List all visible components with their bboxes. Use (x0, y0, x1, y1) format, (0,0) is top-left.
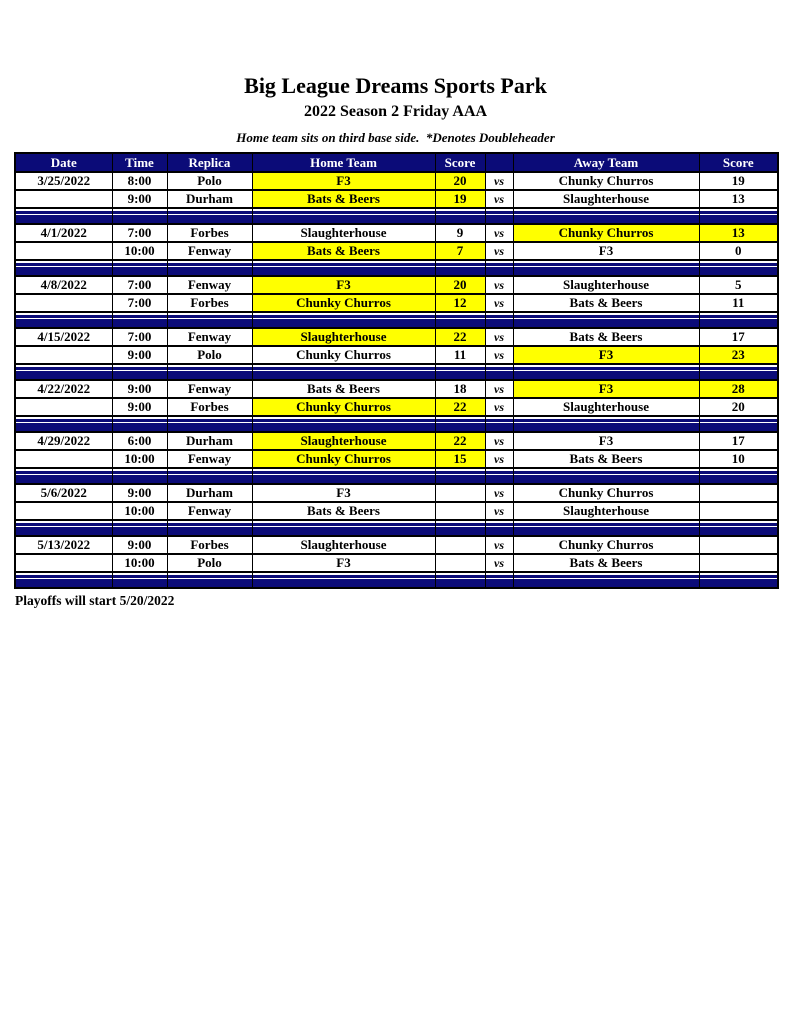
separator-row (15, 312, 778, 328)
cell-away-score: 17 (699, 432, 778, 450)
cell-away-team: Slaughterhouse (513, 190, 699, 208)
cell-time: 9:00 (112, 190, 167, 208)
separator-cell (112, 260, 167, 276)
cell-home-score: 12 (435, 294, 485, 312)
cell-time: 10:00 (112, 242, 167, 260)
cell-vs: vs (485, 398, 513, 416)
cell-away-team: F3 (513, 346, 699, 364)
separator-cell (167, 468, 252, 484)
game-row (15, 328, 778, 346)
cell-time: 7:00 (112, 224, 167, 242)
separator-cell (699, 572, 778, 588)
separator-cell (252, 312, 435, 328)
separator-cell (435, 260, 485, 276)
separator-cell (15, 208, 112, 224)
cell-replica: Forbes (167, 294, 252, 312)
cell-home-team: F3 (252, 276, 435, 294)
separator-cell (513, 208, 699, 224)
cell-home-score (435, 502, 485, 520)
cell-away-team: Chunky Churros (513, 172, 699, 190)
page-title: Big League Dreams Sports Park (244, 73, 547, 98)
cell-replica: Fenway (167, 502, 252, 520)
cell-replica: Forbes (167, 398, 252, 416)
separator-cell (112, 520, 167, 536)
page-subtitle: 2022 Season 2 Friday AAA (303, 103, 488, 121)
cell-replica: Fenway (167, 328, 252, 346)
separator-cell (112, 416, 167, 432)
cell-date: 5/6/2022 (15, 484, 112, 502)
cell-away-score: 10 (699, 450, 778, 468)
cell-away-score: 11 (699, 294, 778, 312)
separator-cell (485, 520, 513, 536)
separator-row (15, 208, 778, 224)
separator-cell (252, 416, 435, 432)
game-row (15, 398, 778, 416)
cell-date: 4/15/2022 (15, 328, 112, 346)
separator-cell (435, 416, 485, 432)
col-header-away-score: Score (699, 153, 778, 172)
separator-cell (699, 260, 778, 276)
cell-time: 10:00 (112, 502, 167, 520)
cell-home-team: Chunky Churros (252, 450, 435, 468)
cell-away-team: F3 (513, 380, 699, 398)
cell-home-team: Chunky Churros (252, 398, 435, 416)
separator-cell (485, 312, 513, 328)
separator-cell (435, 312, 485, 328)
cell-home-score: 20 (435, 172, 485, 190)
col-header-home-team: Home Team (252, 153, 435, 172)
separator-cell (167, 312, 252, 328)
cell-away-score (699, 484, 778, 502)
separator-cell (699, 520, 778, 536)
cell-vs: vs (485, 346, 513, 364)
schedule-body (15, 172, 778, 588)
cell-date: 4/29/2022 (15, 432, 112, 450)
separator-cell (485, 468, 513, 484)
cell-time: 6:00 (112, 432, 167, 450)
header-row (15, 153, 778, 172)
separator-cell (485, 208, 513, 224)
separator-cell (513, 572, 699, 588)
cell-away-score: 0 (699, 242, 778, 260)
cell-vs: vs (485, 242, 513, 260)
separator-cell (167, 260, 252, 276)
cell-home-score: 7 (435, 242, 485, 260)
cell-home-team: F3 (252, 484, 435, 502)
separator-cell (513, 364, 699, 380)
separator-cell (435, 208, 485, 224)
cell-away-team: Bats & Beers (513, 294, 699, 312)
separator-cell (252, 260, 435, 276)
cell-replica: Polo (167, 554, 252, 572)
cell-date (15, 242, 112, 260)
cell-home-team: F3 (252, 172, 435, 190)
cell-home-team: Bats & Beers (252, 190, 435, 208)
cell-home-score: 18 (435, 380, 485, 398)
cell-date: 5/13/2022 (15, 536, 112, 554)
cell-replica: Forbes (167, 536, 252, 554)
cell-away-team: Chunky Churros (513, 484, 699, 502)
cell-away-team: Bats & Beers (513, 450, 699, 468)
cell-vs: vs (485, 536, 513, 554)
separator-cell (112, 312, 167, 328)
cell-time: 9:00 (112, 536, 167, 554)
col-header-away-team: Away Team (513, 153, 699, 172)
separator-cell (15, 572, 112, 588)
separator-cell (485, 572, 513, 588)
cell-vs: vs (485, 276, 513, 294)
cell-away-score: 5 (699, 276, 778, 294)
separator-cell (435, 572, 485, 588)
separator-cell (167, 208, 252, 224)
game-row (15, 450, 778, 468)
cell-vs: vs (485, 224, 513, 242)
cell-home-team: Bats & Beers (252, 380, 435, 398)
cell-home-score: 9 (435, 224, 485, 242)
separator-cell (485, 416, 513, 432)
separator-cell (112, 468, 167, 484)
cell-away-team: Bats & Beers (513, 328, 699, 346)
cell-vs: vs (485, 380, 513, 398)
cell-home-team: Slaughterhouse (252, 224, 435, 242)
cell-home-score: 15 (435, 450, 485, 468)
col-header-vs-spacer (485, 153, 513, 172)
game-row (15, 242, 778, 260)
game-row (15, 554, 778, 572)
cell-away-team: Slaughterhouse (513, 276, 699, 294)
separator-cell (435, 520, 485, 536)
cell-date (15, 554, 112, 572)
cell-away-score: 13 (699, 224, 778, 242)
cell-replica: Fenway (167, 242, 252, 260)
game-row (15, 346, 778, 364)
cell-home-score: 20 (435, 276, 485, 294)
cell-time: 9:00 (112, 380, 167, 398)
cell-home-score: 22 (435, 432, 485, 450)
cell-away-score: 28 (699, 380, 778, 398)
separator-cell (15, 312, 112, 328)
cell-home-team: F3 (252, 554, 435, 572)
separator-row (15, 572, 778, 588)
cell-time: 7:00 (112, 276, 167, 294)
cell-home-score: 19 (435, 190, 485, 208)
separator-cell (513, 520, 699, 536)
cell-home-team: Bats & Beers (252, 502, 435, 520)
cell-replica: Polo (167, 172, 252, 190)
cell-away-team: Chunky Churros (513, 224, 699, 242)
separator-cell (699, 468, 778, 484)
separator-cell (252, 520, 435, 536)
cell-home-score: 11 (435, 346, 485, 364)
cell-date: 4/1/2022 (15, 224, 112, 242)
cell-vs: vs (485, 172, 513, 190)
game-row (15, 224, 778, 242)
separator-cell (167, 364, 252, 380)
separator-cell (513, 416, 699, 432)
cell-date: 3/25/2022 (15, 172, 112, 190)
separator-row (15, 416, 778, 432)
cell-replica: Fenway (167, 450, 252, 468)
separator-cell (15, 364, 112, 380)
game-row (15, 502, 778, 520)
separator-cell (112, 572, 167, 588)
cell-away-team: F3 (513, 242, 699, 260)
cell-away-score: 20 (699, 398, 778, 416)
cell-date: 4/8/2022 (15, 276, 112, 294)
cell-home-score (435, 536, 485, 554)
col-header-time: Time (112, 153, 167, 172)
cell-time: 8:00 (112, 172, 167, 190)
cell-replica: Polo (167, 346, 252, 364)
cell-away-team: Slaughterhouse (513, 502, 699, 520)
cell-time: 10:00 (112, 450, 167, 468)
cell-away-team: F3 (513, 432, 699, 450)
col-header-replica: Replica (167, 153, 252, 172)
cell-vs: vs (485, 190, 513, 208)
separator-cell (435, 364, 485, 380)
game-row (15, 484, 778, 502)
cell-replica: Durham (167, 432, 252, 450)
cell-home-team: Bats & Beers (252, 242, 435, 260)
separator-cell (513, 312, 699, 328)
cell-replica: Durham (167, 190, 252, 208)
cell-time: 7:00 (112, 294, 167, 312)
home-team-note: Home team sits on third base side. *Denotes Doubleheader (236, 130, 555, 146)
schedule-table (14, 152, 779, 589)
separator-cell (699, 416, 778, 432)
separator-cell (15, 260, 112, 276)
separator-cell (15, 416, 112, 432)
cell-home-team: Slaughterhouse (252, 432, 435, 450)
cell-home-score: 22 (435, 398, 485, 416)
cell-home-score (435, 554, 485, 572)
separator-cell (699, 312, 778, 328)
cell-date: 4/22/2022 (15, 380, 112, 398)
separator-cell (252, 468, 435, 484)
cell-vs: vs (485, 432, 513, 450)
cell-vs: vs (485, 502, 513, 520)
cell-date (15, 346, 112, 364)
separator-cell (112, 208, 167, 224)
cell-time: 10:00 (112, 554, 167, 572)
cell-home-team: Chunky Churros (252, 294, 435, 312)
playoffs-note: Playoffs will start 5/20/2022 (15, 593, 175, 609)
separator-cell (485, 364, 513, 380)
separator-cell (485, 260, 513, 276)
cell-replica: Fenway (167, 276, 252, 294)
separator-cell (167, 572, 252, 588)
game-row (15, 380, 778, 398)
game-row (15, 172, 778, 190)
cell-away-team: Slaughterhouse (513, 398, 699, 416)
cell-time: 9:00 (112, 484, 167, 502)
cell-time: 7:00 (112, 328, 167, 346)
separator-cell (252, 572, 435, 588)
cell-vs: vs (485, 450, 513, 468)
game-row (15, 276, 778, 294)
separator-row (15, 364, 778, 380)
cell-replica: Forbes (167, 224, 252, 242)
cell-home-score: 22 (435, 328, 485, 346)
cell-away-score (699, 536, 778, 554)
cell-date (15, 294, 112, 312)
cell-away-score: 13 (699, 190, 778, 208)
separator-cell (167, 520, 252, 536)
cell-time: 9:00 (112, 398, 167, 416)
cell-away-score: 23 (699, 346, 778, 364)
separator-cell (513, 260, 699, 276)
separator-cell (699, 364, 778, 380)
cell-away-score: 17 (699, 328, 778, 346)
cell-date (15, 398, 112, 416)
cell-away-score: 19 (699, 172, 778, 190)
cell-home-score (435, 484, 485, 502)
separator-cell (513, 468, 699, 484)
separator-cell (15, 468, 112, 484)
col-header-date: Date (15, 153, 112, 172)
cell-time: 9:00 (112, 346, 167, 364)
game-row (15, 536, 778, 554)
game-row (15, 294, 778, 312)
cell-away-team: Chunky Churros (513, 536, 699, 554)
cell-away-score (699, 554, 778, 572)
game-row (15, 432, 778, 450)
separator-cell (15, 520, 112, 536)
cell-home-team: Slaughterhouse (252, 536, 435, 554)
cell-vs: vs (485, 328, 513, 346)
cell-home-team: Slaughterhouse (252, 328, 435, 346)
cell-vs: vs (485, 554, 513, 572)
separator-cell (252, 364, 435, 380)
separator-row (15, 260, 778, 276)
cell-vs: vs (485, 294, 513, 312)
separator-cell (435, 468, 485, 484)
cell-away-team: Bats & Beers (513, 554, 699, 572)
separator-cell (252, 208, 435, 224)
cell-replica: Durham (167, 484, 252, 502)
cell-home-team: Chunky Churros (252, 346, 435, 364)
separator-row (15, 468, 778, 484)
cell-date (15, 450, 112, 468)
cell-vs: vs (485, 484, 513, 502)
cell-date (15, 502, 112, 520)
separator-cell (112, 364, 167, 380)
separator-cell (167, 416, 252, 432)
cell-away-score (699, 502, 778, 520)
col-header-home-score: Score (435, 153, 485, 172)
cell-replica: Fenway (167, 380, 252, 398)
separator-row (15, 520, 778, 536)
separator-cell (699, 208, 778, 224)
cell-date (15, 190, 112, 208)
game-row (15, 190, 778, 208)
